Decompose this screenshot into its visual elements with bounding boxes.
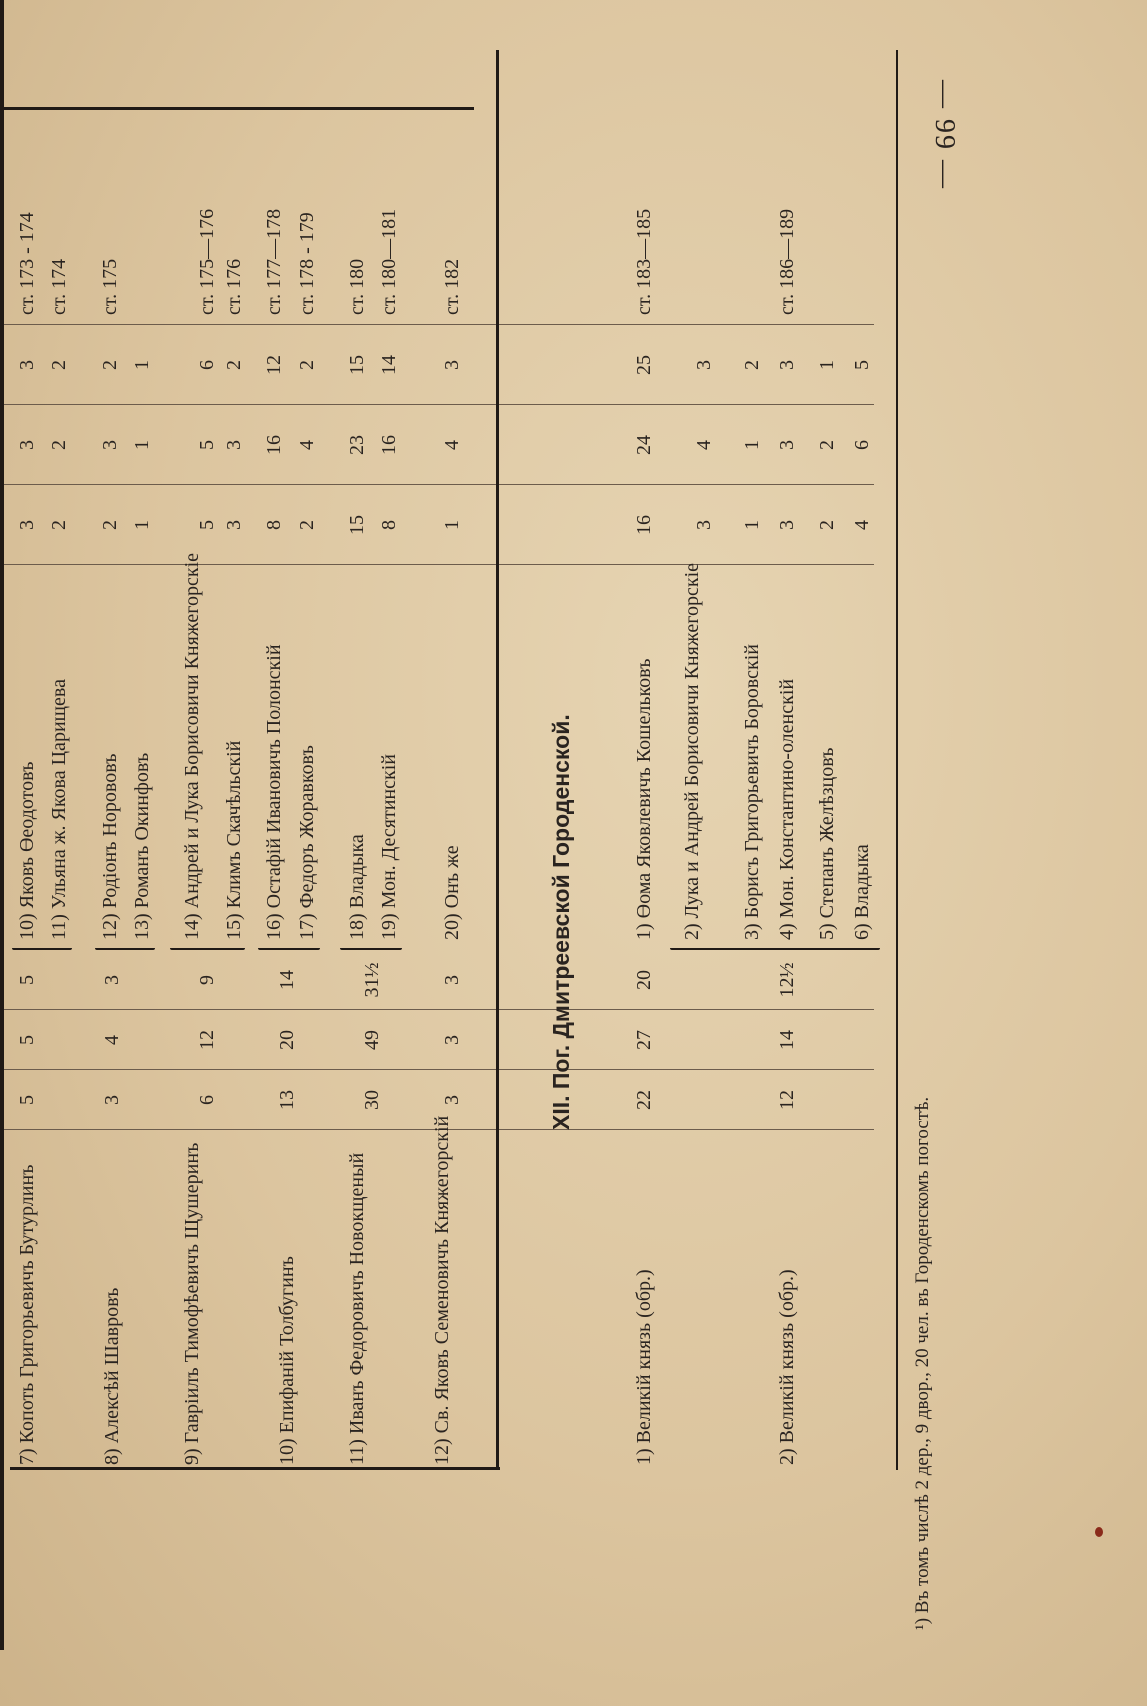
cell-value: 49 [361,1030,383,1050]
cell-value: 3 [223,520,245,530]
row-right-name: 10) Яковъ Өеодотовъ [16,761,38,940]
cell-value: 9 [196,975,218,985]
row-right-name: 1) Өома Яковлевичъ Кошельковъ [633,658,655,940]
cell-value: 1 [816,360,838,370]
reference: ст. 175—176 [196,208,218,315]
cell-value: 3 [441,975,463,985]
cell-value: 4 [296,440,318,450]
cell-value: 3 [101,1095,123,1105]
footnote: ¹) Въ томъ числѣ 2 дер., 9 двор., 20 чел. въ Городенскомъ погостѣ. [912,1096,933,1630]
cell-value: 24 [633,435,655,455]
table-left-rule [10,1467,500,1470]
table-right-rule [4,107,474,110]
section-title: XII. Пог. Дмитреевской Городенской. [548,714,574,1130]
cell-value: 16 [633,515,655,535]
row-brace [258,948,320,950]
cell-value: 2 [296,360,318,370]
cell-value: 1 [741,440,763,450]
row-brace [170,948,245,950]
section-rule [496,50,499,1470]
cell-value: 12 [263,355,285,375]
cell-value: 3 [223,440,245,450]
row-right-name: 16) Остафій Ивановичъ Полонскій [263,644,285,940]
cell-value: 16 [263,435,285,455]
cell-value: 4 [441,440,463,450]
reference: ст. 178 - 179 [296,212,318,315]
row-right-name: 3) Борисъ Григорьевичъ Боровскій [741,644,763,940]
reference: ст. 186—189 [776,208,798,315]
cell-value: 31½ [361,962,383,998]
row-left-name: 8) Алексѣй Шавровъ [101,1287,123,1465]
row-left-name: 12) Св. Яковъ Семеновичъ Княжегорскій [431,1115,453,1465]
cell-value: 15 [346,355,368,375]
cell-value: 13 [276,1090,298,1110]
cell-value: 1 [131,440,153,450]
cell-value: 4 [693,440,715,450]
cell-value: 3 [16,520,38,530]
cell-value: 30 [361,1090,383,1110]
cell-value: 3 [16,440,38,450]
reference: ст. 182 [441,258,463,315]
cell-value: 3 [441,360,463,370]
cell-value: 5 [16,1035,38,1045]
row-left-name: 9) Гавріилъ Тимофѣевичъ Щушеринъ [181,1142,203,1465]
reference: ст. 180—181 [378,208,400,315]
row-left-name: 10) Епифаній Толбугинъ [276,1256,298,1465]
cell-value: 20 [276,1030,298,1050]
row-right-name: 5) Степанъ Желѣзцовъ [816,747,838,940]
reference: ст. 174 [48,258,70,315]
row-right-name: 19) Мон. Десятинскій [378,754,400,940]
cell-value: 12 [776,1090,798,1110]
reference: ст. 175 [99,258,121,315]
footnote-rule [896,50,898,1470]
row-right-name: 18) Владыка [346,834,368,940]
cell-value: 2 [816,440,838,450]
cell-value: 14 [378,355,400,375]
cell-value: 3 [16,360,38,370]
cell-value: 2 [296,520,318,530]
cell-value: 2 [99,520,121,530]
cell-value: 2 [48,360,70,370]
row-right-name: 13) Романъ Окинфовъ [131,752,153,940]
cell-value: 27 [633,1030,655,1050]
cell-value: 3 [441,1035,463,1045]
row-right-name: 14) Андрей и Лука Борисовичи Княжегорскіе [181,552,203,940]
cell-value: 4 [851,520,873,530]
row-brace [95,948,155,950]
reference: ст. 176 [223,258,245,315]
cell-value: 20 [633,970,655,990]
cell-value: 6 [196,360,218,370]
cell-value: 1 [741,520,763,530]
cell-value: 6 [196,1095,218,1105]
cell-value: 3 [776,520,798,530]
table-top-rule [0,0,4,1650]
cell-value: 3 [693,360,715,370]
row-right-name: 12) Родіонъ Норововъ [99,753,121,940]
cell-value: 3 [441,1095,463,1105]
cell-value: 3 [776,440,798,450]
cell-value: 16 [378,435,400,455]
col-divider-2 [4,1069,874,1070]
row-right-name: 15) Климъ Скачѣльскій [223,740,245,940]
reference: ст. 183—185 [633,208,655,315]
cell-value: 14 [276,970,298,990]
cell-value: 5 [16,1095,38,1105]
cell-value: 4 [101,1035,123,1045]
page-number: — 99 — [929,80,960,190]
row-brace [670,948,880,950]
cell-value: 8 [378,520,400,530]
row-right-name: 2) Лука и Андрей Борисовичи Княжегорскіе [681,562,703,940]
row-brace [340,948,402,950]
row-left-name: 11) Иванъ Федоровичъ Новокщеный [346,1152,368,1465]
reference: ст. 173 - 174 [16,212,38,315]
row-right-name: 11) Ульяна ж. Якова Царищева [48,679,70,940]
row-right-name: 4) Мон. Константино-оленскій [776,678,798,940]
cell-value: 3 [101,975,123,985]
cell-value: 2 [816,520,838,530]
cell-value: 5 [851,360,873,370]
row-left-name: 1) Великій князь (обр.) [633,1269,655,1465]
cell-value: 8 [263,520,285,530]
cell-value: 2 [223,360,245,370]
reference: ст. 177—178 [263,208,285,315]
cell-value: 14 [776,1030,798,1050]
cell-value: 1 [131,360,153,370]
row-right-name: 6) Владыка [851,844,873,940]
cell-value: 6 [851,440,873,450]
cell-value: 3 [99,440,121,450]
cell-value: 2 [48,520,70,530]
row-left-name: 2) Великій князь (обр.) [776,1269,798,1465]
cell-value: 12½ [776,962,798,998]
cell-value: 22 [633,1090,655,1110]
cell-value: 15 [346,515,368,535]
cell-value: 3 [693,520,715,530]
cell-value: 2 [99,360,121,370]
cell-value: 1 [441,520,463,530]
ink-spot [1095,1527,1103,1537]
cell-value: 1 [131,520,153,530]
cell-value: 3 [776,360,798,370]
cell-value: 2 [48,440,70,450]
reference: ст. 180 [346,258,368,315]
cell-value: 2 [741,360,763,370]
cell-value: 25 [633,355,655,375]
cell-value: 12 [196,1030,218,1050]
cell-value: 23 [346,435,368,455]
row-right-name: 20) Онъ же [441,845,463,940]
row-left-name: 7) Копоть Григорьевичъ Бутурлинъ [16,1164,38,1465]
cell-value: 5 [196,440,218,450]
cell-value: 5 [16,975,38,985]
col-divider-3 [4,1009,874,1010]
row-right-name: 17) Федоръ Жоравковъ [296,745,318,940]
row-brace [12,948,72,950]
cell-value: 5 [196,520,218,530]
